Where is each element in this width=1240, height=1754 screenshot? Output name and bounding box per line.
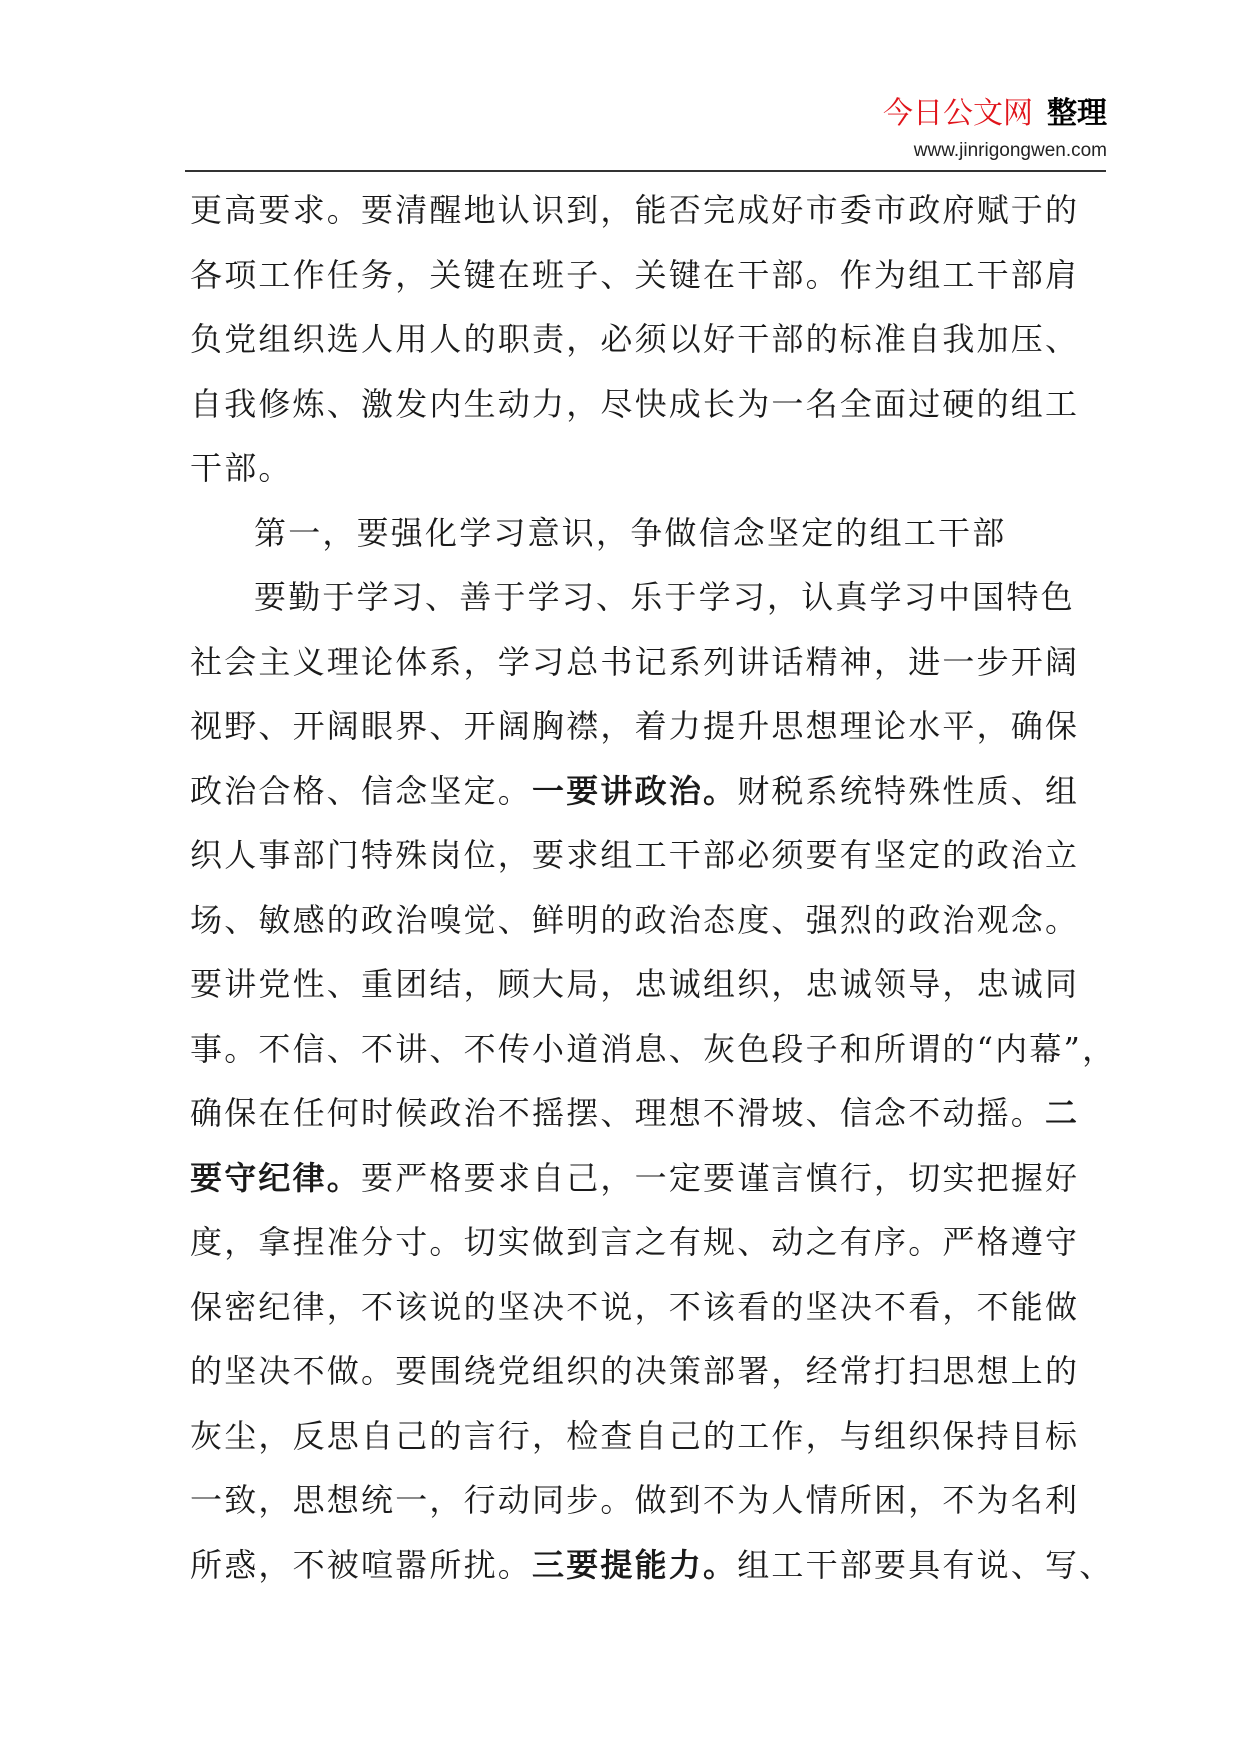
text-line: 事。不信、不讲、不传小道消息、灰色段子和所谓的“内幕”， — [190, 1029, 1117, 1068]
text-span: 财税系统特殊性质、组 — [737, 771, 1080, 810]
text-line — [190, 759, 1080, 824]
bold-point-1: 一要讲政治。 — [532, 771, 738, 810]
bold-point-3: 三要提能力。 — [532, 1545, 738, 1584]
text-line: 各项工作任务，关键在班子、关键在干部。作为组工干部肩 — [190, 255, 1080, 294]
text-line: 要讲党性、重团结，顾大局，忠诚组织，忠诚领导，忠诚同 — [190, 965, 1080, 1003]
text-span: 政治合格、信念坚定。 — [190, 771, 533, 810]
text-line: 保密纪律，不该说的坚决不说，不该看的坚决不看，不能做 — [190, 1287, 1080, 1326]
text-line — [190, 1081, 1080, 1146]
text-span: 所惑，不被喧嚣所扰。 — [190, 1545, 533, 1584]
text-span: 组工干部要具有说、写、 — [737, 1545, 1114, 1584]
text-line: 更高要求。要清醒地认识到，能否完成好市委市政府赋于的 — [190, 191, 1080, 229]
text-line: 织人事部门特殊岗位，要求组工干部必须要有坚定的政治立 — [190, 836, 1080, 874]
text-span: 确保在任何时候政治不摇摆、理想不滑坡、信念不动摇。 — [190, 1094, 1046, 1132]
text-line: 场、敏感的政治嗅觉、鲜明的政治态度、强烈的政治观念。 — [190, 900, 1080, 939]
text-line: 社会主义理论体系，学习总书记系列讲话精神，进一步开阔 — [190, 642, 1080, 681]
brand-line — [883, 96, 1107, 132]
header-divider — [185, 170, 1106, 172]
document-body — [190, 178, 1117, 1597]
text-line: 干部。 — [190, 449, 293, 487]
brand-suffix: 整理 — [1047, 96, 1107, 131]
text-line: 的坚决不做。要围绕党组织的决策部署，经常打扫思想上的 — [190, 1352, 1080, 1390]
text-line — [190, 1533, 1114, 1598]
text-line: 灰尘，反思自己的言行，检查自己的工作，与组织保持目标 — [190, 1416, 1080, 1455]
bold-point-2-end: 要守纪律。 — [190, 1158, 362, 1197]
document-header — [883, 96, 1107, 162]
site-url: www.jinrigongwen.com — [913, 140, 1107, 161]
brand-name: 今日公文网 — [883, 96, 1033, 131]
text-span: 要严格要求自己，一定要谨言慎行，切实把握好 — [361, 1158, 1080, 1197]
text-line: 度，拿捏准分寸。切实做到言之有规、动之有序。严格遵守 — [190, 1223, 1080, 1261]
bold-point-2-start: 二 — [1045, 1094, 1080, 1132]
section-heading: 第一，要强化学习意识，争做信念坚定的组工干部 — [254, 513, 1007, 552]
text-line: 自我修炼、激发内生动力，尽快成长为一名全面过硬的组工 — [190, 384, 1080, 423]
text-line: 负党组织选人用人的职责，必须以好干部的标准自我加压、 — [190, 320, 1080, 358]
text-line: 要勤于学习、善于学习、乐于学习，认真学习中国特色 — [254, 578, 1075, 616]
text-line: 视野、开阔眼界、开阔胸襟，着力提升思想理论水平，确保 — [190, 707, 1080, 745]
text-line — [190, 1146, 1080, 1211]
text-line: 一致，思想统一，行动同步。做到不为人情所困，不为名利 — [190, 1481, 1080, 1519]
